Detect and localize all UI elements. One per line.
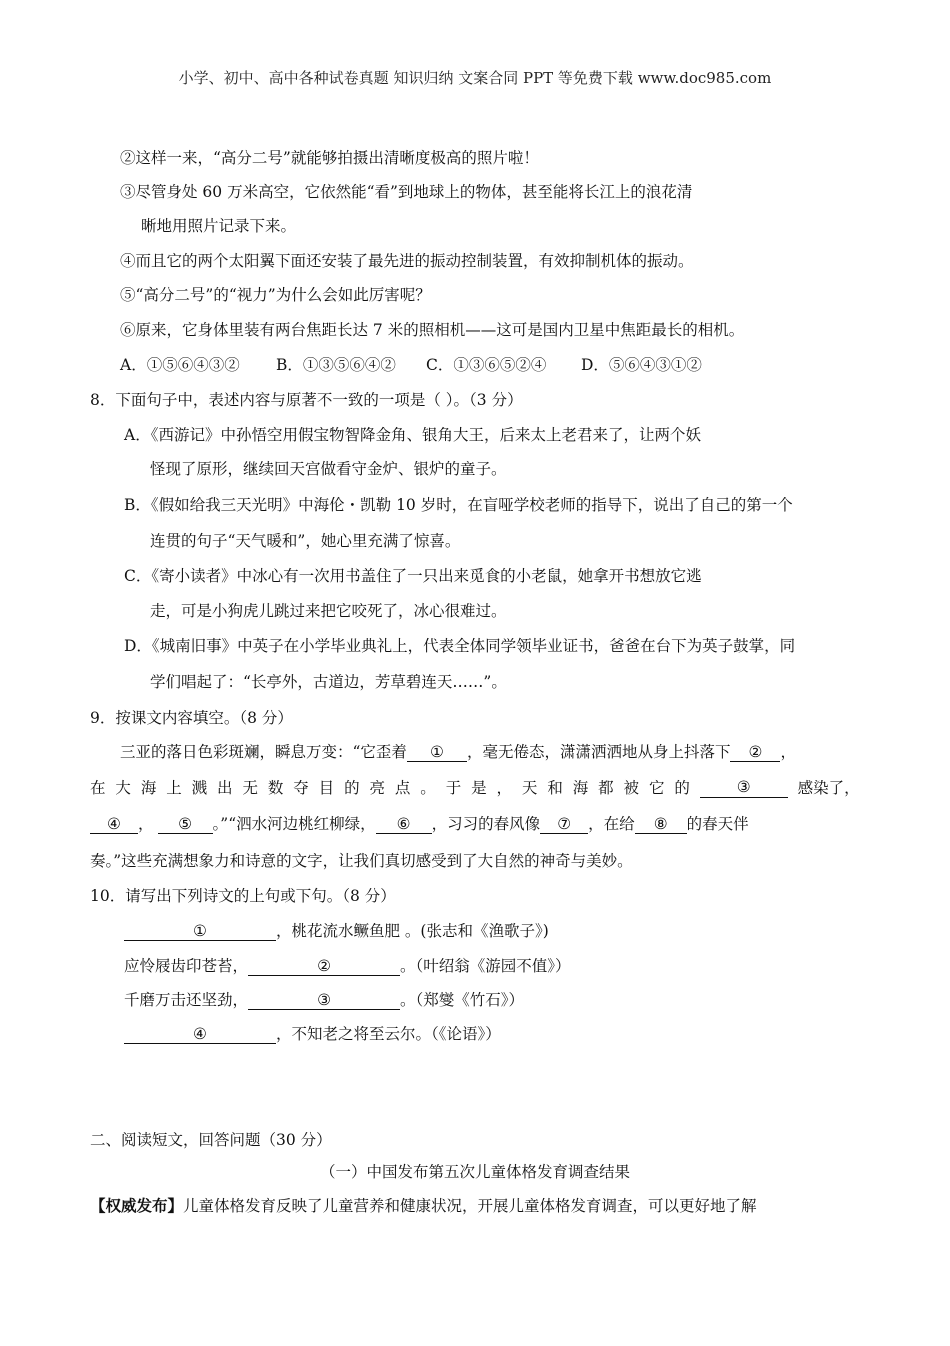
- q10-blank-1[interactable]: ①: [124, 922, 276, 941]
- q9-text: 。”“泗水河边桃红柳绿，: [212, 815, 376, 833]
- q9-blank-7[interactable]: ⑦: [540, 815, 588, 834]
- q9-text: 三亚的落日色彩斑斓，瞬息万变：“它歪着: [120, 743, 407, 761]
- q7-sentence-4: ④而且它的两个太阳翼下面还安装了最先进的振动控制装置，有效抑制机体的振动。: [120, 252, 694, 270]
- q7-option-d[interactable]: D．⑤⑥④③①②: [581, 356, 702, 374]
- q9-line-1: [120, 742, 796, 762]
- q9-blank-5[interactable]: ⑤: [158, 815, 213, 834]
- passage-title: （一）中国发布第五次儿童体格发育调查结果: [319, 1163, 630, 1181]
- q10-blank-4[interactable]: ④: [124, 1025, 276, 1044]
- q9-blank-8[interactable]: ⑧: [635, 815, 687, 834]
- q9-text: ，在给: [588, 815, 635, 833]
- q8-option-d[interactable]: D．《城南旧事》中英子在小学毕业典礼上，代表全体同学领毕业证书，爸爸在台下为英子鼓掌，同: [124, 637, 796, 655]
- q8-option-c-cont: 走，可是小狗虎儿跳过来把它咬死了，冰心很难过。: [150, 602, 507, 620]
- passage-paragraph-1: [90, 1196, 757, 1216]
- q9-char: 的: [344, 779, 360, 797]
- q8-stem: 8．下面句子中，表述内容与原著不一致的一项是（ ）。（3 分）: [90, 391, 523, 409]
- passage-text: 儿童体格发育反映了儿童营养和健康状况，开展儿童体格发育调查，可以更好地了解: [183, 1197, 757, 1215]
- q9-text: ，: [780, 743, 796, 761]
- q8-option-a-cont: 怪现了原形，继续回天宫做看守金炉、银炉的童子。: [150, 460, 507, 478]
- q9-line-2: [90, 778, 860, 798]
- q9-stem: 9．按课文内容填空。（8 分）: [90, 709, 293, 727]
- q9-text: 感染了，: [797, 779, 860, 797]
- q9-char: 是: [471, 779, 487, 797]
- q9-line-4: 奏。”这些充满想象力和诗意的文字，让我们真切感受到了大自然的神奇与美妙。: [90, 852, 633, 870]
- q7-sentence-5: ⑤“高分二号”的“视力”为什么会如此厉害呢？: [120, 286, 431, 304]
- q9-char: 出: [217, 779, 233, 797]
- q9-char: 夺: [293, 779, 309, 797]
- q9-blank-1[interactable]: ①: [407, 743, 467, 762]
- q8-option-c[interactable]: C．《寄小读者》中冰心有一次用书盖住了一只出来觅食的小老鼠，她拿开书想放它逃: [124, 567, 702, 585]
- q10-text: 千磨万击还坚劲，: [124, 991, 249, 1009]
- q9-char: 的: [674, 779, 690, 797]
- q9-text: 的春天伴: [686, 815, 749, 833]
- q7-sentence-3-cont: 晰地用照片记录下来。: [141, 217, 297, 235]
- q9-blank-2[interactable]: ②: [730, 743, 780, 762]
- q9-text: ，: [138, 815, 154, 833]
- q10-text: ，不知老之将至云尔。（《论语》）: [276, 1025, 501, 1043]
- q9-blank-6[interactable]: ⑥: [376, 815, 432, 834]
- q9-line-3: [90, 814, 749, 834]
- q10-text: 应怜屐齿印苍苔，: [124, 957, 249, 975]
- q9-char: 被: [623, 779, 640, 797]
- q10-line-3: [124, 990, 524, 1010]
- q9-char: 亮: [369, 779, 385, 797]
- q9-char: 海: [140, 779, 157, 797]
- q9-char: 目: [318, 779, 335, 797]
- authority-tag: 【权威发布】: [90, 1196, 184, 1215]
- q9-char: 在: [90, 779, 106, 797]
- q9-char: 它: [648, 779, 665, 797]
- q10-line-2: [124, 956, 571, 976]
- q10-stem: 10．请写出下列诗文的上句或下句。（8 分）: [90, 887, 396, 905]
- q7-option-c[interactable]: C．①③⑥⑤②④: [426, 356, 547, 374]
- q9-blank-4[interactable]: ④: [90, 815, 138, 834]
- q9-char: 溅: [191, 779, 208, 797]
- q9-text: ，习习的春风像: [431, 815, 541, 833]
- q9-blank-3[interactable]: ③: [700, 778, 788, 798]
- q10-blank-3[interactable]: ③: [248, 991, 400, 1010]
- q9-char: 上: [166, 779, 182, 797]
- q9-char: 点: [394, 779, 411, 797]
- q10-text: 。（叶绍翁《游园不值》）: [400, 957, 571, 975]
- q7-sentence-6: ⑥原来，它身体里装有两台焦距长达 7 米的照相机——这可是国内卫星中焦距最长的相机。: [120, 321, 745, 339]
- q8-option-d-cont: 学们唱起了：“长亭外，古道边，芳草碧连天……”。: [150, 673, 507, 691]
- q9-char: 大: [115, 779, 131, 797]
- q10-line-1: [124, 921, 549, 941]
- q9-char: 天: [521, 779, 538, 797]
- q10-text: ，桃花流水鳜鱼肥 。(张志和《渔歌子》): [276, 922, 549, 940]
- q9-char: 。: [420, 779, 436, 797]
- q7-option-b[interactable]: B．①③⑤⑥④②: [276, 356, 396, 374]
- page-header: 小学、初中、高中各种试卷真题 知识归纳 文案合同 PPT 等免费下载 www.doc985.com: [178, 69, 772, 87]
- q9-char: ，: [496, 779, 513, 797]
- q8-option-b[interactable]: B．《假如给我三天光明》中海伦・凯勒 10 岁时，在盲哑学校老师的指导下，说出了自己的第一个: [124, 496, 793, 514]
- q7-option-a[interactable]: A．①⑤⑥④③②: [120, 356, 240, 374]
- q9-char: 和: [547, 779, 563, 797]
- q9-char: 无: [242, 779, 258, 797]
- q10-blank-2[interactable]: ②: [248, 957, 400, 976]
- q7-sentence-2: ②这样一来，“高分二号”就能够拍摄出清晰度极高的照片啦！: [120, 149, 539, 167]
- q7-sentence-3: ③尽管身处 60 万米高空，它依然能“看”到地球上的物体，甚至能将长江上的浪花清: [120, 183, 693, 201]
- q8-option-b-cont: 连贯的句子“天气暖和”，她心里充满了惊喜。: [150, 532, 461, 550]
- section-2-title: 二、阅读短文，回答问题（30 分）: [90, 1131, 332, 1149]
- q9-text: ，毫无倦态，潇潇洒洒地从身上抖落下: [466, 743, 731, 761]
- q9-char: 数: [267, 779, 284, 797]
- q9-char: 于: [445, 779, 462, 797]
- q10-line-4: [124, 1024, 501, 1044]
- q8-option-a[interactable]: A．《西游记》中孙悟空用假宝物智降金角、银角大王，后来太上老君来了，让两个妖: [124, 426, 701, 444]
- q10-text: 。（郑燮《竹石》）: [400, 991, 525, 1009]
- q9-char: 海: [572, 779, 589, 797]
- q9-char: 都: [598, 779, 614, 797]
